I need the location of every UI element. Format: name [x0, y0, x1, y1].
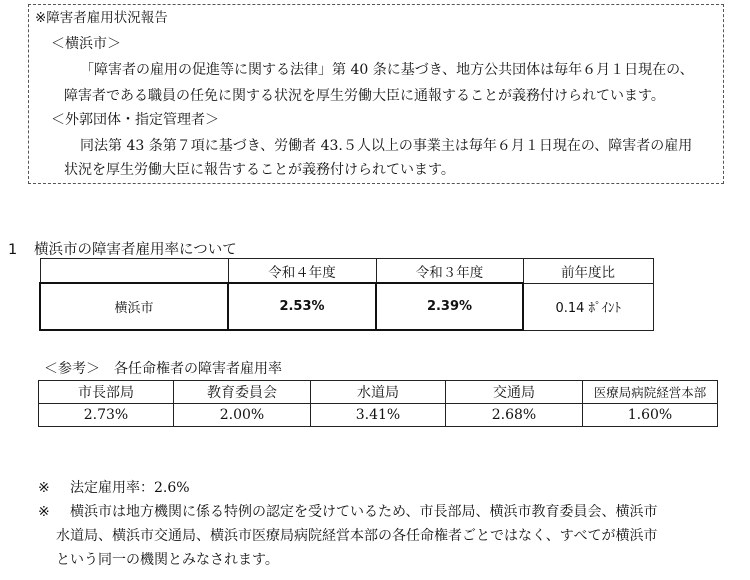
- rate-header-cell: [40, 259, 228, 284]
- employment-report-notice: [28, 4, 724, 184]
- ref-value-row: [39, 404, 718, 427]
- rate-current-cell: 2.53%: [228, 283, 376, 330]
- special-note-line-1: 横浜市は地方機関に係る特例の認定を受けているため、市長部局、横浜市教育委員会、横浜市: [70, 504, 658, 520]
- ref-value-cell: 2.68%: [446, 404, 583, 427]
- rate-header-cell: 前年度比: [523, 259, 653, 284]
- rate-table-header-row: [40, 259, 653, 284]
- ref-header-row: [39, 381, 718, 404]
- rate-table-row: [40, 283, 653, 330]
- ref-header-cell: 市長部局: [39, 381, 174, 404]
- rate-header-cell: 令和４年度: [228, 259, 376, 284]
- note-mark: ※: [38, 504, 50, 520]
- section-number: 1: [8, 242, 18, 258]
- ref-value-cell: 2.00%: [174, 404, 311, 427]
- ref-value-cell: 1.60%: [583, 404, 718, 427]
- ref-value-cell: 2.73%: [39, 404, 174, 427]
- ref-header-cell: 交通局: [446, 381, 583, 404]
- city-heading: ＜横浜市＞: [51, 36, 121, 52]
- rate-previous-cell: 2.39%: [376, 283, 523, 330]
- notice-title: ※障害者雇用状況報告: [35, 10, 168, 26]
- reference-title: ＜参考＞ 各任命権者の障害者雇用率: [44, 361, 282, 377]
- ref-header-cell: 教育委員会: [174, 381, 311, 404]
- city-text-line-1: 「障害者の雇用の促進等に関する法律」第 40 条に基づき、地方公共団体は毎年６月１日現在の、: [80, 62, 694, 78]
- note-mark: ※: [38, 480, 50, 496]
- org-name-cell: 横浜市: [40, 283, 228, 330]
- ref-header-cell: 医療局病院経営本部: [583, 381, 718, 404]
- appointing-authority-rate-table: [38, 380, 718, 427]
- section-1-title: [8, 238, 237, 259]
- ref-value-cell: 3.41%: [311, 404, 446, 427]
- external-text-line-1: 同法第 43 条第７項に基づき、労働者 43.５人以上の事業主は毎年６月１日現在の、障害者の雇用: [80, 138, 693, 154]
- yokohama-rate-table: [39, 258, 654, 331]
- special-note-line-2: 水道局、横浜市交通局、横浜市医療局病院経営本部の各任命権者ごとではなく、すべてが横浜市: [56, 528, 658, 544]
- external-text-line-2: 状況を厚生労働大臣に報告することが義務付けられています。: [64, 162, 455, 178]
- city-text-line-2: 障害者である職員の任免に関する状況を厚生労働大臣に通報することが義務付けられています。: [64, 88, 665, 104]
- special-note-line-3: という同一の機関とみなされます。: [56, 552, 279, 568]
- rate-diff-cell: 0.14 ﾎﾟｲﾝﾄ: [523, 283, 653, 330]
- external-heading: ＜外郭団体・指定管理者＞: [51, 112, 219, 128]
- rate-header-cell: 令和３年度: [376, 259, 523, 284]
- ref-header-cell: 水道局: [311, 381, 446, 404]
- section-title-text: 横浜市の障害者雇用率について: [34, 242, 237, 258]
- legal-rate-note: 法定雇用率：2.6%: [70, 480, 190, 496]
